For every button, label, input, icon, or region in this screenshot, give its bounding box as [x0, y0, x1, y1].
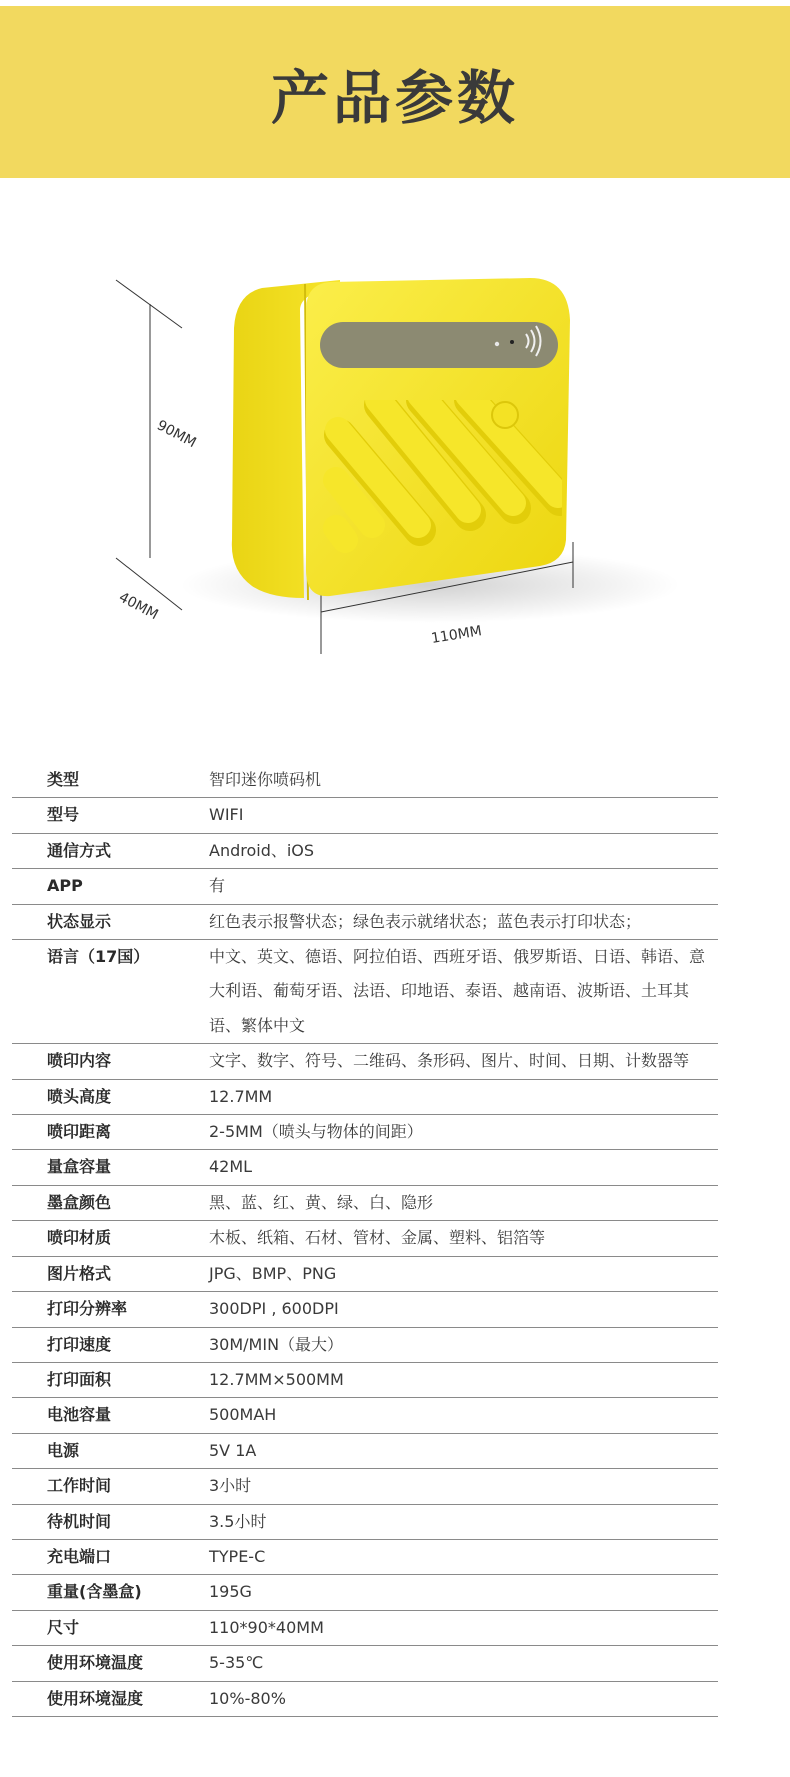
table-row	[12, 1434, 718, 1469]
spec-label: 打印分辨率	[47, 1299, 128, 1319]
dim-width-label: 110MM	[430, 623, 483, 647]
spec-value: 5V 1A	[209, 1440, 257, 1460]
table-row	[12, 1186, 718, 1221]
spec-value: 木板、纸箱、石材、管材、金属、塑料、铝箔等	[209, 1228, 546, 1248]
spec-value: 30M/MIN（最大）	[209, 1334, 344, 1354]
spec-label: 状态显示	[47, 911, 112, 931]
table-row	[12, 940, 718, 1044]
table-row	[12, 834, 718, 869]
spec-label: 尺寸	[47, 1617, 80, 1637]
spec-value: 300DPI , 600DPI	[209, 1299, 339, 1319]
spec-value: 中文、英文、德语、阿拉伯语、西班牙语、俄罗斯语、日语、韩语、意大利语、葡萄牙语、法语、印地语、泰语、越南语、波斯语、土耳其语、繁体中文	[209, 947, 706, 1035]
spec-label: 语言（17国）	[47, 947, 150, 967]
spec-value: JPG、BMP、PNG	[209, 1263, 337, 1283]
spec-label: 电池容量	[47, 1405, 112, 1425]
table-row	[12, 1044, 718, 1079]
table-row	[12, 869, 718, 904]
spec-value: 有	[209, 876, 226, 896]
table-row	[12, 1292, 718, 1327]
table-row	[12, 905, 718, 940]
dim-depth-label: 40MM	[116, 589, 161, 624]
spec-value: 195G	[209, 1582, 252, 1602]
spec-value: WIFI	[209, 805, 244, 825]
status-led-2	[510, 340, 514, 344]
table-row	[12, 1080, 718, 1115]
grille-knob	[492, 402, 518, 428]
spec-label: 量盒容量	[47, 1157, 112, 1177]
spec-value: 2-5MM（喷头与物体的间距）	[209, 1122, 423, 1142]
spec-label: 使用环境湿度	[47, 1688, 144, 1708]
spec-label: 喷印材质	[47, 1228, 112, 1248]
spec-label: 通信方式	[47, 840, 112, 860]
table-row	[12, 1646, 718, 1681]
spec-label: 使用环境温度	[47, 1653, 144, 1673]
page-title: 产品参数	[270, 64, 519, 132]
table-row	[12, 1328, 718, 1363]
table-row	[12, 763, 718, 798]
spec-value: 红色表示报警状态；绿色表示就绪状态；蓝色表示打印状态；	[209, 911, 642, 931]
spec-label: 待机时间	[47, 1511, 112, 1531]
spec-table	[12, 763, 718, 1717]
table-row	[12, 1575, 718, 1610]
spec-value: TYPE-C	[209, 1546, 266, 1566]
spec-value: 42ML	[209, 1157, 253, 1177]
product-figure	[0, 240, 790, 700]
spec-label: 打印速度	[47, 1334, 112, 1354]
table-row	[12, 1398, 718, 1433]
spec-value: 黑、蓝、红、黄、绿、白、隐形	[209, 1192, 434, 1212]
spec-label: 充电端口	[47, 1546, 112, 1566]
spec-label: 喷头高度	[47, 1086, 112, 1106]
table-row	[12, 1115, 718, 1150]
spec-value: 智印迷你喷码机	[209, 770, 322, 789]
table-row	[12, 1540, 718, 1575]
spec-value: 3小时	[209, 1476, 252, 1496]
spec-value: 3.5小时	[209, 1511, 267, 1531]
header-banner	[0, 6, 790, 178]
table-row	[12, 1150, 718, 1185]
spec-label: 打印面积	[47, 1369, 112, 1389]
table-row	[12, 1682, 718, 1717]
table-row	[12, 1469, 718, 1504]
table-row	[12, 1257, 718, 1292]
spec-label: 型号	[47, 805, 80, 825]
spec-label: 重量(含墨盒)	[47, 1582, 142, 1602]
table-row	[12, 1505, 718, 1540]
spec-value: 12.7MM	[209, 1086, 273, 1106]
spec-value: 10%-80%	[209, 1688, 286, 1708]
spec-label: 墨盒颜色	[47, 1192, 112, 1212]
spec-label: 喷印内容	[47, 1051, 112, 1071]
spec-value: 文字、数字、符号、二维码、条形码、图片、时间、日期、计数器等	[209, 1051, 690, 1071]
spec-value: 110*90*40MM	[209, 1617, 324, 1637]
spec-label: 工作时间	[47, 1476, 112, 1496]
height-dimension	[116, 280, 182, 610]
status-led-1	[495, 342, 499, 346]
status-panel	[320, 322, 558, 368]
spec-value: 5-35℃	[209, 1653, 264, 1673]
spec-value: Android、iOS	[209, 840, 315, 860]
spec-label: APP	[47, 876, 83, 896]
spec-label: 类型	[47, 770, 80, 789]
table-row	[12, 798, 718, 833]
printer-illustration	[0, 240, 790, 700]
spec-label: 电源	[47, 1440, 80, 1460]
dim-height-label: 90MM	[154, 417, 199, 452]
spec-value: 12.7MM×500MM	[209, 1369, 344, 1389]
table-row	[12, 1611, 718, 1646]
spec-label: 图片格式	[47, 1263, 112, 1283]
table-row	[12, 1363, 718, 1398]
spec-value: 500MAH	[209, 1405, 277, 1425]
table-row	[12, 1221, 718, 1256]
spec-label: 喷印距离	[47, 1122, 112, 1142]
